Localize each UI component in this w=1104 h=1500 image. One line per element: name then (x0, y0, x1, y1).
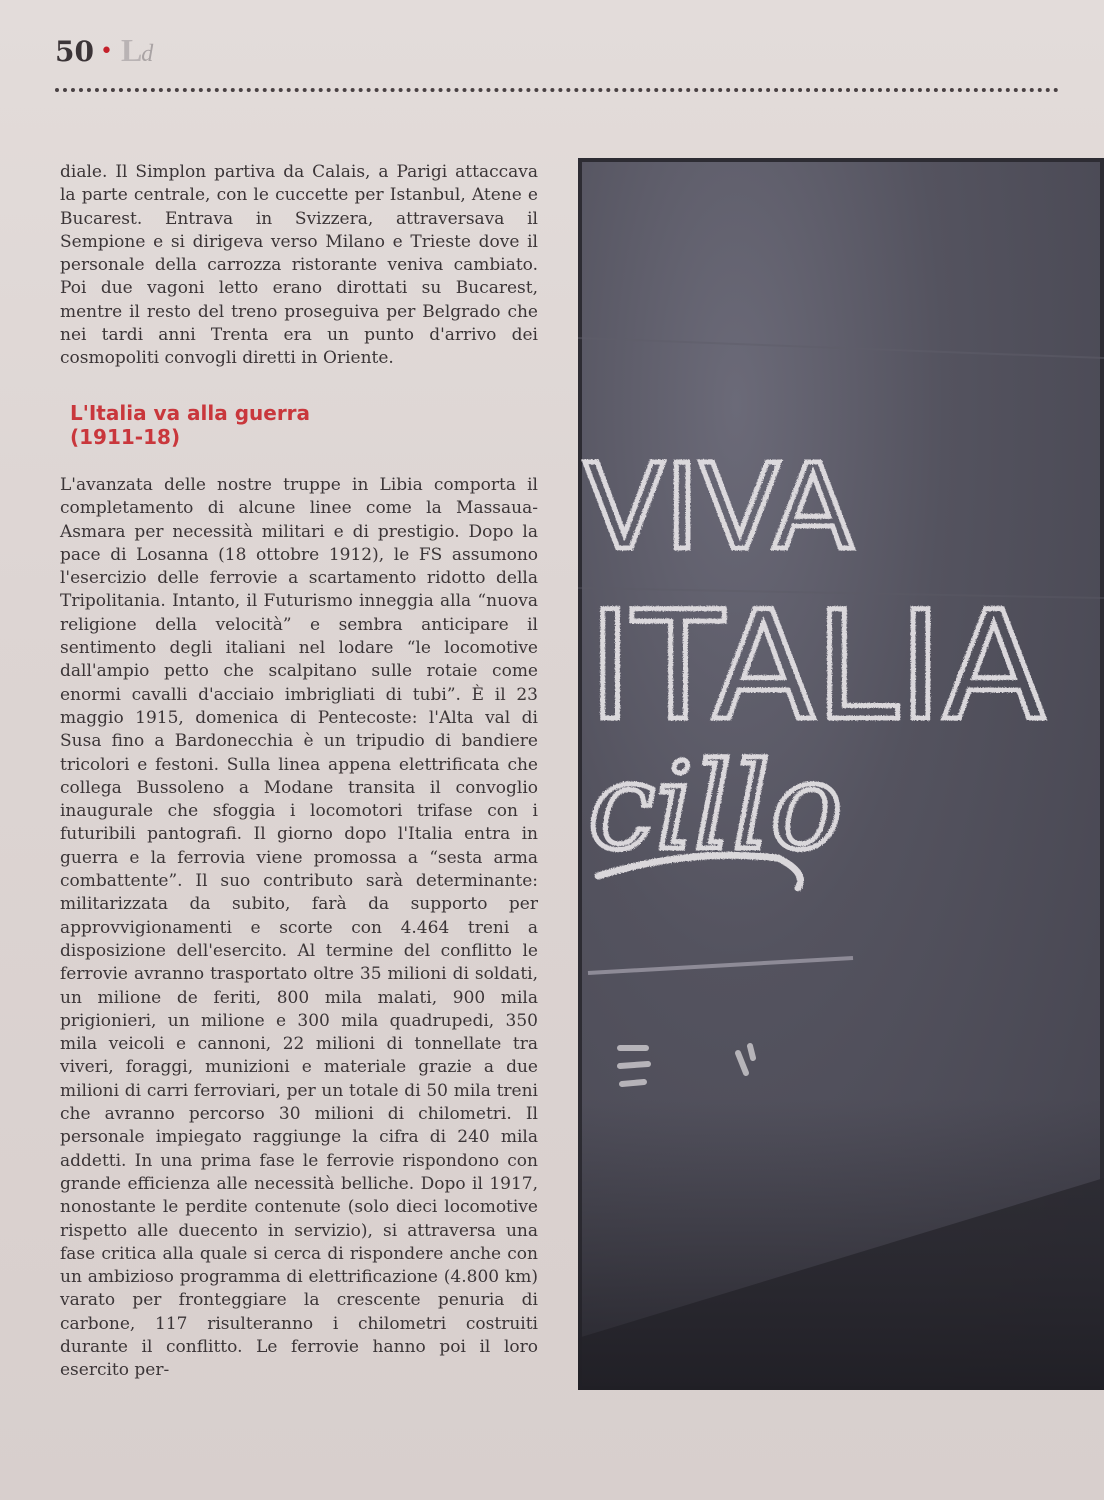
magazine-logo (121, 32, 152, 69)
chalk-marks (620, 1046, 753, 1084)
section-subheading (70, 401, 510, 449)
graffiti-italia: ITALIA (588, 580, 1046, 754)
logo-main-letter: L (120, 32, 142, 68)
graffiti-viva: VIVA (584, 438, 854, 576)
header-bullet: • (99, 39, 113, 64)
header-dotted-rule (55, 88, 1059, 92)
graffiti-cillo: cillo (588, 738, 843, 877)
paragraph-1-text: diale. Il Simplon partiva da Calais, a Parigi attaccava la parte centrale, con le cuccette per Istanbul, Atene e Bucarest. Entrava in Svizzera, attraversava il Sempione e si dirigeva verso Milano e Trieste dove il personale della carrozza ristorante veniva cambiato. Poi due vagoni letto erano dirottati su Bucarest, mentre il resto del treno proseguiva per Belgrado che nei tardi anni Trenta era un punto d'arrivo dei cosmopoliti convogli diretti in Oriente. (60, 162, 538, 369)
article-paragraph-2 (60, 474, 538, 1383)
page-number: 50 (55, 35, 94, 68)
article-paragraph-1 (60, 161, 538, 371)
scratch-line (588, 958, 853, 973)
page-header (55, 32, 152, 80)
subheading-line-2: (1911-18) (70, 425, 181, 449)
graffiti-photo-art (578, 158, 1104, 1390)
subheading-line-1: L'Italia va alla guerra (70, 401, 311, 425)
graffiti-photo (578, 158, 1104, 1390)
logo-small-letter: d (141, 41, 153, 67)
paragraph-2-text: L'avanzata delle nostre truppe in Libia comporta il completamento di alcune linee come la Massaua-Asmara per necessità militari e di prestigio. Dopo la pace di Losanna (18 ottobre 1912), le FS assumono l'esercizio delle ferrovie a scartamento ridotto della Tripolitania. Intanto, il Futurismo inneggia alla “nuova religione della velocità” e sembra anticipare il sentimento degli italiani nel lodare “le locomotive dall'ampio petto che scalpitano sulle rotaie come enormi cavalli d'acciaio imbrigliati di tubi”. È il 23 maggio 1915, domenica di Pentecoste: l'Alta val di Susa fino a Bardonecchia è un tripudio di bandiere tricolori e festoni. Sulla linea appena elettrificata che collega Bussoleno a Modane transita il convoglio inaugurale che sfoggia i locomotori trifase con i futuribili pantografi. Il giorno dopo l'Italia entra in guerra e la ferrovia viene promossa a “sesta arma combattente”. Il suo contributo sarà determinante: militarizzata da subito, farà da supporto per approvvigionamenti e scorte con 4.464 treni a disposizione dell'esercito. Al termine del conflitto le ferrovie avranno trasportato oltre 35 milioni di soldati, un milione de feriti, 800 mila malati, 900 mila prigionieri, un milione e 300 mila quadrupedi, 350 mila veicoli e cannoni, 22 milioni di tonnellate tra viveri, foraggi, munizioni e materiale grazie a due milioni di carri ferroviari, per un totale di 50 mila treni che avranno percorso 30 milioni di chilometri. Il personale impiegato raggiunge la cifra di 240 mila addetti. In una prima fase le ferrovie rispondono con grande efficienza alle necessità belliche. Dopo il 1917, nonostante le perdite contenute (solo dieci locomotive rispetto alle duecento in servizio), si attraversa una fase critica alla quale si cerca di rispondere anche con un ambizioso programma di elettrificazione (4.800 km) varato per fronteggiare la crescente penuria di carbone, 117 risulteranno i chilometri costruiti durante il conflitto. Le ferrovie hanno poi il loro esercito per- (60, 475, 538, 1381)
